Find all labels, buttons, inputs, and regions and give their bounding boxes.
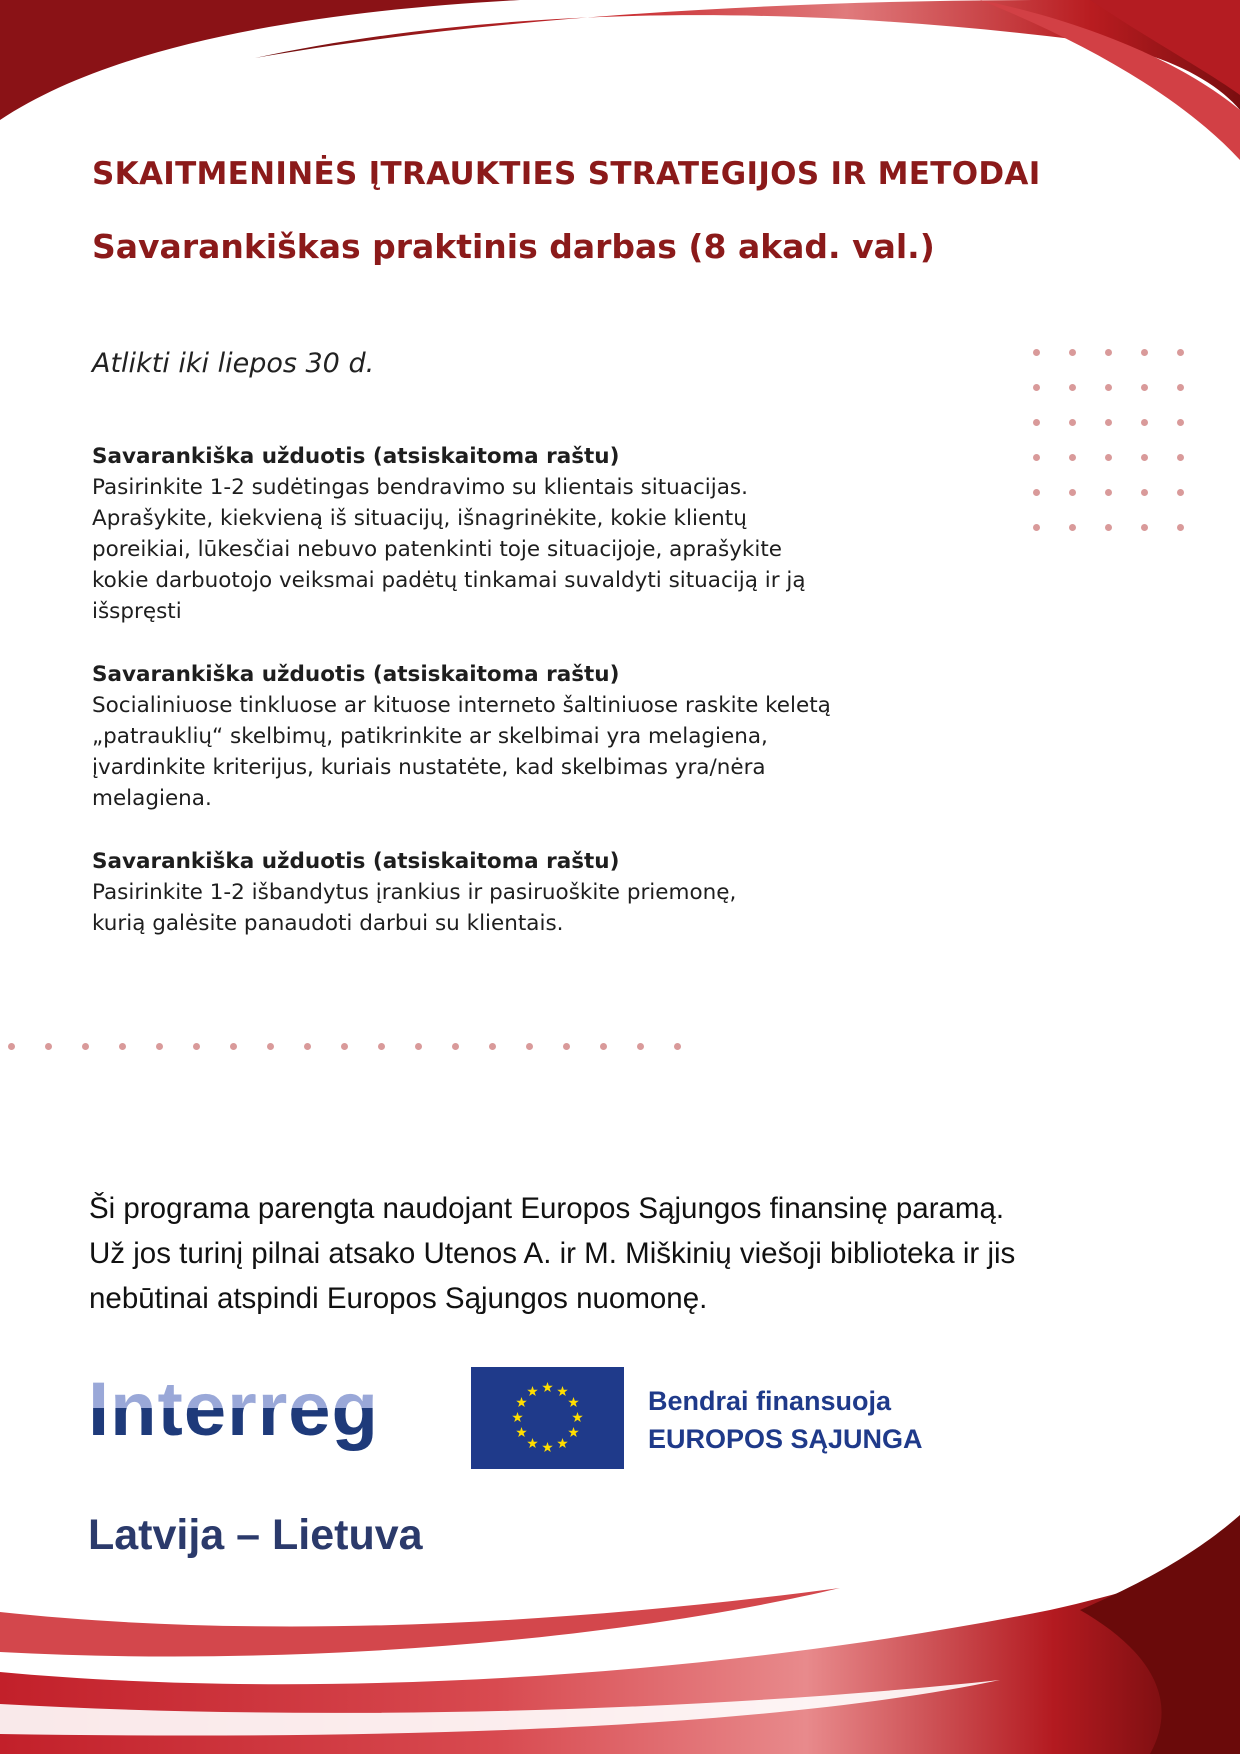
disclaimer-line: nebūtinai atspindi Europos Sąjungos nuomonę. <box>89 1282 708 1315</box>
task-1 <box>92 441 992 627</box>
dot-row-decoration <box>8 1043 681 1050</box>
task-line: išspręsti <box>92 599 182 624</box>
task-heading: Savarankiška užduotis (atsiskaitoma raštu) <box>92 444 620 469</box>
dot-grid-decoration <box>1033 349 1193 534</box>
task-line: Pasirinkite 1-2 sudėtingas bendravimo su klientais situacijas. <box>92 475 748 500</box>
task-line: poreikiai, lūkesčiai nebuvo patenkinti toje situacijoje, aprašykite <box>92 537 782 562</box>
dot-row <box>1033 524 1184 531</box>
disclaimer-line: Už jos turinį pilnai atsako Utenos A. ir M. Miškinių viešoji biblioteka ir jis <box>89 1237 1016 1270</box>
dot-row <box>1033 349 1184 356</box>
dot-row <box>1033 419 1184 426</box>
task-line: Aprašykite, kiekvieną iš situacijų, išnagrinėkite, kokie klientų <box>92 506 747 531</box>
funding-disclaimer <box>89 1186 1199 1321</box>
document-subtitle: Savarankiškas praktinis darbas (8 akad. val.) <box>92 227 935 266</box>
eu-cofunding-text <box>648 1382 923 1458</box>
task-heading: Savarankiška užduotis (atsiskaitoma raštu) <box>92 662 620 687</box>
eu-line-1: Bendrai finansuoja <box>648 1386 892 1416</box>
deadline-note: Atlikti iki liepos 30 d. <box>92 348 375 379</box>
interreg-wordmark: Interreg <box>88 1367 379 1452</box>
eu-stars-icon <box>471 1367 624 1469</box>
task-line: Pasirinkite 1-2 išbandytus įrankius ir pasiruoškite priemonę, <box>92 880 737 905</box>
task-3 <box>92 846 992 939</box>
eu-line-2: EUROPOS SĄJUNGA <box>648 1424 923 1454</box>
document-title: SKAITMENINĖS ĮTRAUKTIES STRATEGIJOS IR METODAI <box>92 156 1041 192</box>
eu-flag-logo <box>471 1367 624 1469</box>
disclaimer-line: Ši programa parengta naudojant Europos Sąjungos finansinę paramą. <box>89 1192 1005 1225</box>
task-2 <box>92 659 992 814</box>
task-line: „patrauklių“ skelbimų, patikrinkite ar skelbimai yra melagiena, <box>92 724 768 749</box>
region-label: Latvija – Lietuva <box>88 1511 423 1559</box>
task-line: melagiena. <box>92 786 212 811</box>
dot-row <box>1033 454 1184 461</box>
task-line: kurią galėsite panaudoti darbui su klientais. <box>92 911 564 936</box>
interreg-logo <box>88 1367 379 1452</box>
task-heading: Savarankiška užduotis (atsiskaitoma raštu) <box>92 849 620 874</box>
task-line: įvardinkite kriterijus, kuriais nustatėte, kad skelbimas yra/nėra <box>92 755 766 780</box>
dot-row <box>1033 384 1184 391</box>
task-line: Socialiniuose tinkluose ar kituose interneto šaltiniuose raskite keletą <box>92 693 831 718</box>
dot-row <box>1033 489 1184 496</box>
task-line: kokie darbuotojo veiksmai padėtų tinkamai suvaldyti situaciją ir ją <box>92 568 806 593</box>
